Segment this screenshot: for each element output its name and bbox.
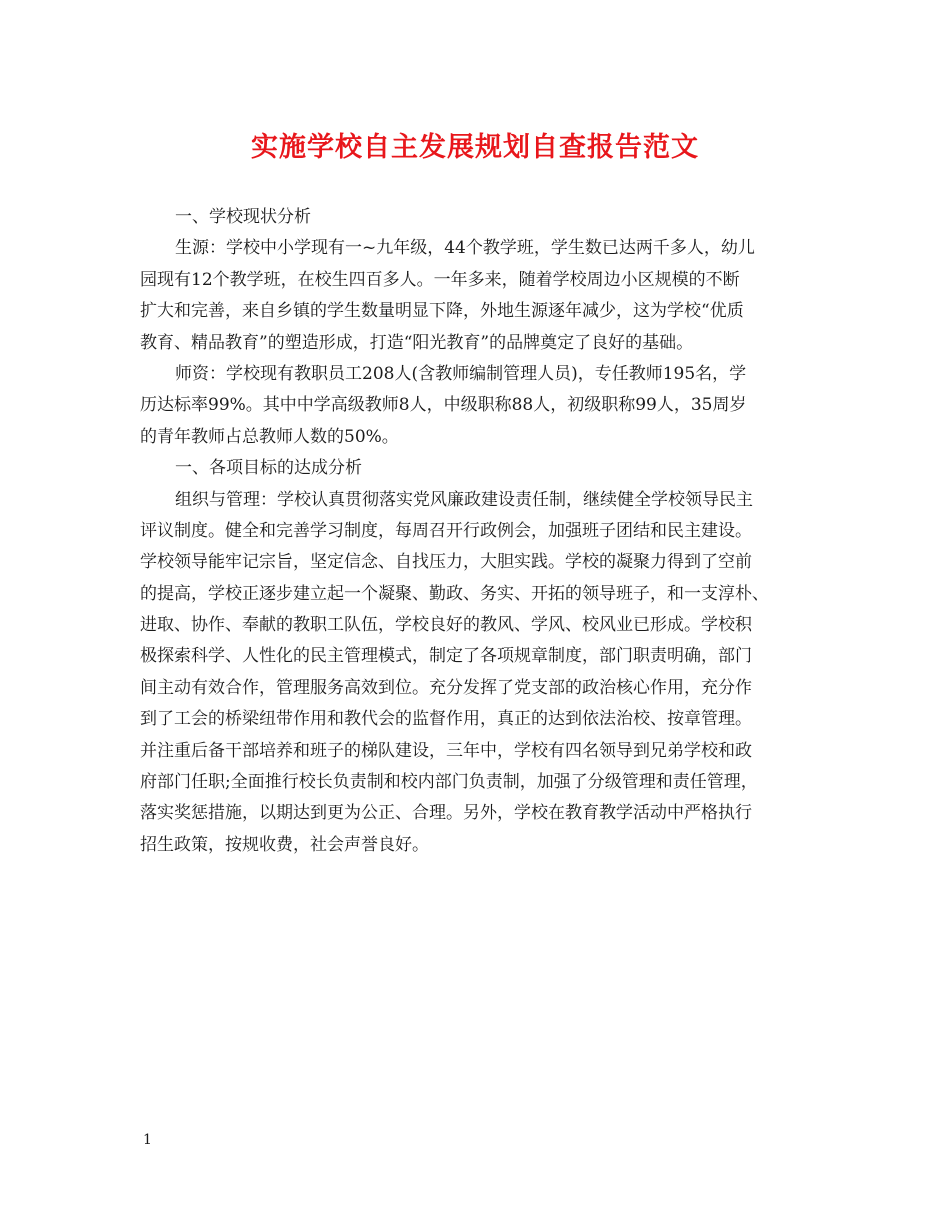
body-line: 学校领导能牢记宗旨，坚定信念、自找压力，大胆实践。学校的凝聚力得到了空前: [140, 552, 752, 573]
document-body: [140, 202, 812, 861]
section-heading-status: 一、学校现状分析: [175, 207, 311, 227]
body-line: 教育、精品教育”的塑造形成，打造“阳光教育”的品牌奠定了良好的基础。: [140, 332, 694, 353]
body-line: 进取、协作、奉献的教职工队伍，学校良好的教风、学风、校风业已形成。学校积: [140, 615, 752, 636]
document-title: 实施学校自主发展规划自查报告范文: [251, 132, 699, 163]
body-line: 扩大和完善，来自乡镇的学生数量明显下降，外地生源逐年减少，这为学校“优质: [140, 301, 744, 322]
page-number: 1: [143, 1132, 152, 1148]
body-line: 园现有12个教学班，在校生四百多人。一年多来，随着学校周边小区规模的不断: [140, 269, 740, 290]
body-line: 府部门任职;全面推行校长负责制和校内部门负责制，加强了分级管理和责任管理，: [140, 772, 758, 793]
body-line: 并注重后备干部培养和班子的梯队建设，三年中，学校有四名领导到兄弟学校和政: [140, 740, 752, 761]
body-line: 评议制度。健全和完善学习制度，每周召开行政例会，加强班子团结和民主建设。: [140, 520, 752, 541]
body-line: 到了工会的桥梁纽带作用和教代会的监督作用，真正的达到依法治校、按章管理。: [140, 709, 752, 730]
body-line: 极探索科学、人性化的民主管理模式，制定了各项规章制度，部门职责明确，部门: [140, 646, 752, 667]
body-line: 的提高，学校正逐步建立起一个凝聚、勤政、务实、开拓的领导班子，和一支淳朴、: [140, 583, 769, 604]
body-line: 师资：学校现有教职员工208人(含教师编制管理人员)，专任教师195名，学: [175, 363, 747, 384]
body-line: 组织与管理：学校认真贯彻落实党风廉政建设责任制，继续健全学校领导民主: [175, 489, 753, 510]
body-line: 历达标率99%。其中中学高级教师8人，中级职称88人，初级职称99人，35周岁: [140, 395, 747, 416]
body-line: 招生政策，按规收费，社会声誉良好。: [140, 834, 429, 855]
body-line: 间主动有效合作，管理服务高效到位。充分发挥了党支部的政治核心作用，充分作: [140, 677, 752, 698]
body-line: 落实奖惩措施，以期达到更为公正、合理。另外，学校在教育教学活动中严格执行: [140, 803, 752, 824]
body-line: 生源：学校中小学现有一~九年级，44个教学班，学生数已达两千多人，幼儿: [175, 238, 755, 259]
body-line: 的青年教师占总教师人数的50%。: [140, 426, 399, 447]
section-heading-goals: 一、各项目标的达成分析: [175, 458, 362, 479]
